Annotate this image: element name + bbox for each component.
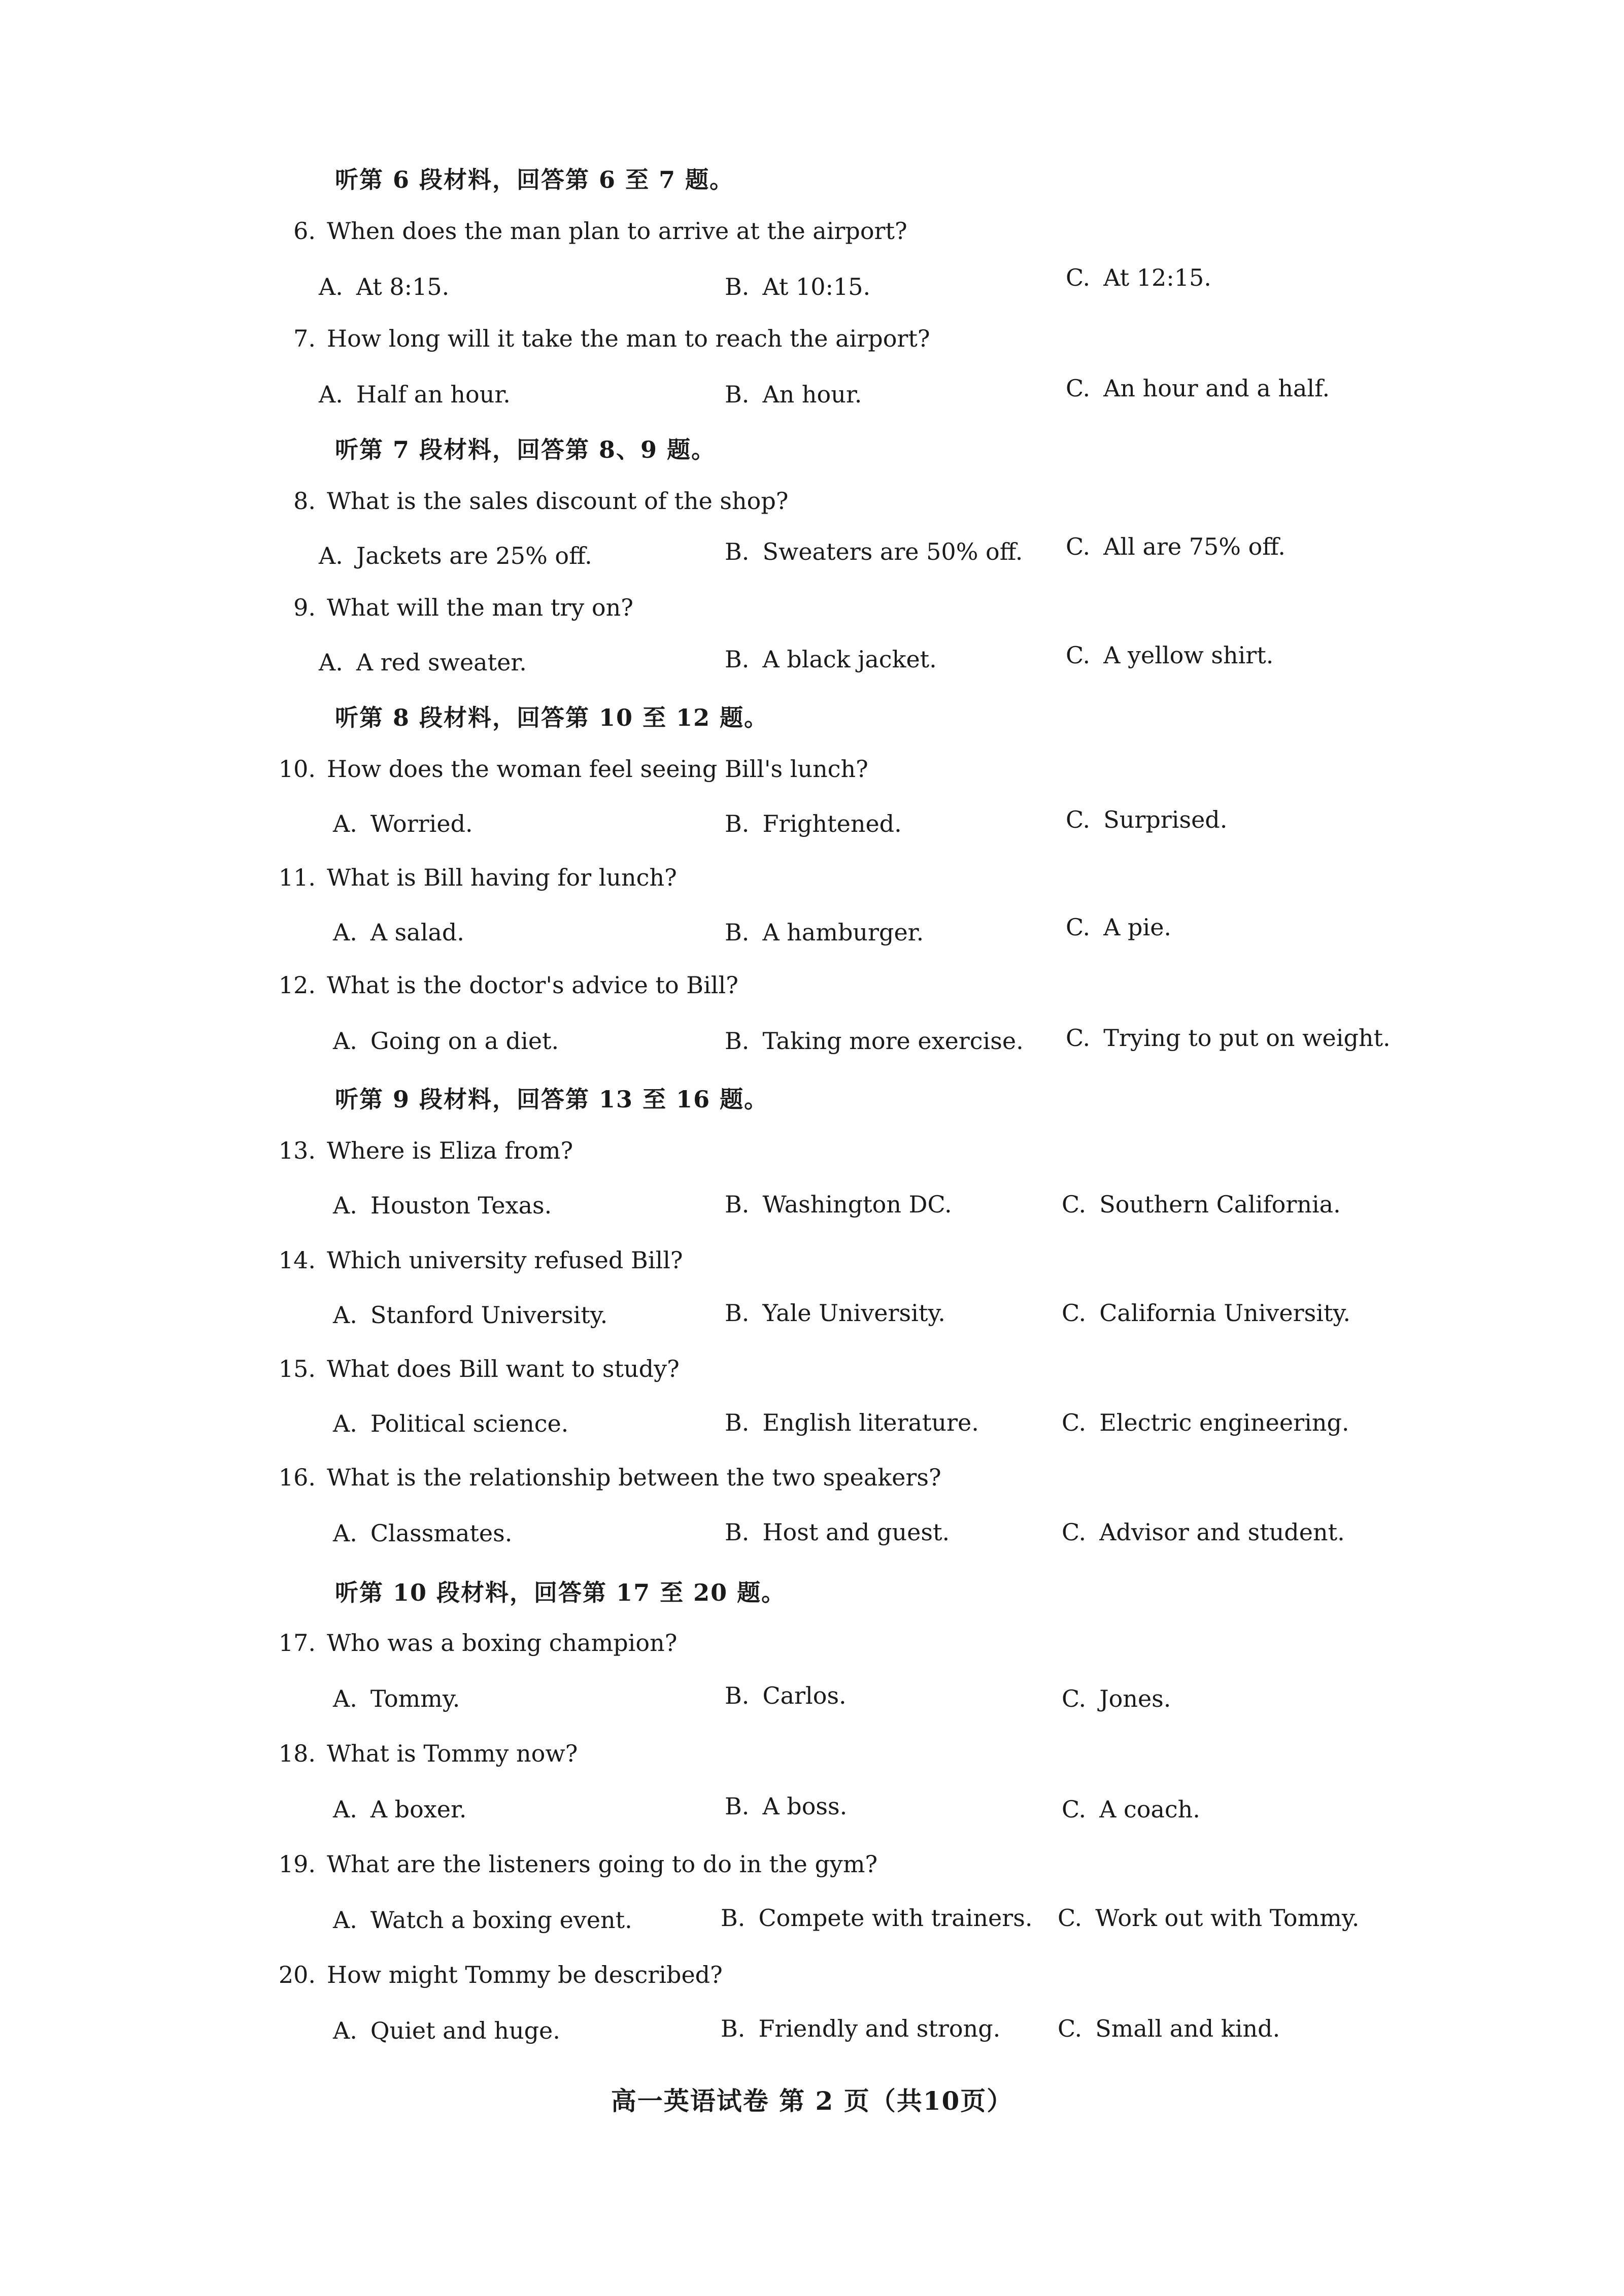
option-letter: A.: [333, 1301, 357, 1329]
option-text: An hour.: [762, 381, 862, 408]
question-text: What is Bill having for lunch?: [327, 864, 677, 891]
question-number: 16.: [278, 1464, 316, 1491]
option-text: At 10:15.: [762, 273, 871, 300]
question-text: Which university refused Bill?: [327, 1246, 683, 1274]
option-letter: A.: [333, 1685, 357, 1712]
option-letter: B.: [725, 1682, 750, 1709]
question-number: 7.: [293, 325, 316, 352]
question-number: 20.: [278, 1961, 316, 1988]
option-letter: B.: [725, 1299, 750, 1327]
option-letter: A.: [333, 1796, 357, 1823]
option-letter: C.: [1066, 264, 1091, 291]
question-13: [269, 1137, 573, 1164]
option-a: [333, 1796, 467, 1823]
question-11: [269, 864, 677, 891]
option-letter: A.: [333, 2017, 357, 2044]
option-a: [333, 1520, 512, 1547]
option-text: Surprised.: [1103, 806, 1228, 833]
option-letter: A.: [333, 1192, 357, 1219]
option-text: Tommy.: [370, 1685, 460, 1712]
option-letter: B.: [725, 919, 750, 946]
option-text: Stanford University.: [370, 1301, 608, 1329]
question-number: 10.: [278, 755, 316, 783]
option-b: [725, 1027, 1024, 1055]
option-b: [725, 646, 937, 673]
option-text: Jackets are 25% off.: [356, 542, 592, 569]
option-b: [725, 1191, 952, 1218]
option-c: [1062, 1518, 1345, 1546]
option-letter: B.: [725, 1191, 750, 1218]
section-heading: 听第 10 段材料，回答第 17 至 20 题。: [335, 1579, 786, 1606]
option-letter: A.: [319, 273, 343, 300]
question-text: When does the man plan to arrive at the airport?: [327, 217, 907, 245]
option-letter: A.: [333, 1520, 357, 1547]
option-b: [725, 1682, 847, 1709]
option-b: [725, 1409, 979, 1436]
option-b: [725, 1299, 945, 1327]
question-text: What is the sales discount of the shop?: [327, 487, 789, 515]
option-letter: C.: [1066, 1024, 1091, 1052]
option-text: Worried.: [370, 810, 473, 837]
question-text: Who was a boxing champion?: [327, 1629, 678, 1657]
question-16: [269, 1464, 941, 1491]
option-text: At 8:15.: [356, 273, 450, 300]
option-c: [1066, 264, 1211, 291]
option-a: [333, 1301, 607, 1329]
option-letter: C.: [1058, 2015, 1082, 2042]
question-number: 13.: [278, 1137, 316, 1164]
question-14: [269, 1246, 683, 1274]
question-8: [269, 487, 788, 515]
option-b: [725, 1518, 950, 1546]
option-a: [333, 2017, 560, 2044]
question-number: 9.: [293, 594, 316, 621]
option-letter: A.: [333, 1906, 357, 1934]
question-10: [269, 755, 868, 783]
option-letter: B.: [725, 273, 750, 300]
question-text: How long will it take the man to reach the airport?: [327, 325, 930, 352]
question-6: [269, 217, 907, 245]
option-letter: B.: [725, 1793, 750, 1820]
option-c: [1066, 806, 1227, 833]
option-c: [1062, 1299, 1350, 1327]
option-text: Yale University.: [762, 1299, 945, 1327]
question-number: 11.: [278, 864, 316, 891]
option-letter: C.: [1066, 533, 1091, 560]
option-text: A yellow shirt.: [1103, 641, 1274, 669]
option-b: [725, 810, 902, 837]
question-12: [269, 971, 738, 999]
option-letter: A.: [319, 649, 343, 676]
option-text: Classmates.: [370, 1520, 513, 1547]
option-letter: A.: [333, 810, 357, 837]
option-letter: C.: [1066, 375, 1091, 402]
option-c: [1066, 1024, 1391, 1052]
question-20: [269, 1961, 723, 1988]
option-letter: B.: [725, 1409, 750, 1436]
option-letter: A.: [333, 1410, 357, 1437]
option-text: Taking more exercise.: [762, 1027, 1024, 1055]
option-letter: B.: [725, 381, 750, 408]
option-letter: C.: [1066, 914, 1091, 941]
question-text: What is the doctor's advice to Bill?: [327, 971, 738, 999]
option-text: Advisor and student.: [1099, 1518, 1345, 1546]
option-b: [725, 1793, 847, 1820]
option-text: Southern California.: [1099, 1191, 1341, 1218]
option-a: [333, 1192, 552, 1219]
option-a: [333, 1410, 568, 1437]
question-number: 8.: [293, 487, 316, 515]
option-a: [333, 919, 464, 946]
option-b: [721, 2015, 1000, 2042]
option-text: Quiet and huge.: [370, 2017, 560, 2044]
option-text: California University.: [1099, 1299, 1350, 1327]
question-text: How might Tommy be described?: [327, 1961, 723, 1988]
option-text: A coach.: [1099, 1796, 1200, 1823]
option-text: All are 75% off.: [1103, 533, 1285, 560]
section-heading: 听第 9 段材料，回答第 13 至 16 题。: [335, 1086, 769, 1113]
option-b: [721, 1904, 1032, 1932]
option-c: [1058, 2015, 1280, 2042]
option-text: Houston Texas.: [370, 1192, 552, 1219]
option-letter: B.: [725, 1518, 750, 1546]
option-letter: C.: [1066, 806, 1091, 833]
option-letter: B.: [725, 538, 750, 565]
option-letter: C.: [1062, 1518, 1087, 1546]
question-number: 15.: [278, 1355, 316, 1382]
option-a: [319, 649, 527, 676]
option-text: Political science.: [370, 1410, 569, 1437]
question-number: 6.: [293, 217, 316, 245]
option-c: [1062, 1409, 1349, 1436]
option-a: [333, 1906, 632, 1934]
option-letter: A.: [333, 1027, 357, 1055]
option-letter: C.: [1062, 1685, 1087, 1712]
option-c: [1062, 1191, 1341, 1218]
option-text: A salad.: [370, 919, 464, 946]
option-text: An hour and a half.: [1103, 375, 1330, 402]
option-text: A pie.: [1103, 914, 1172, 941]
option-text: Electric engineering.: [1099, 1409, 1349, 1436]
section-heading: 听第 6 段材料，回答第 6 至 7 题。: [335, 166, 734, 193]
question-number: 19.: [278, 1850, 316, 1878]
question-text: What does Bill want to study?: [327, 1355, 680, 1382]
option-letter: A.: [319, 381, 343, 408]
question-number: 17.: [278, 1629, 316, 1657]
option-b: [725, 381, 862, 408]
option-letter: C.: [1058, 1904, 1082, 1932]
option-text: Washington DC.: [762, 1191, 952, 1218]
option-letter: B.: [725, 1027, 750, 1055]
option-letter: B.: [721, 1904, 746, 1932]
option-b: [725, 919, 924, 946]
question-7: [269, 325, 930, 352]
question-text: How does the woman feel seeing Bill's lunch?: [327, 755, 868, 783]
question-text: What will the man try on?: [327, 594, 633, 621]
option-letter: C.: [1062, 1191, 1087, 1218]
question-text: What is Tommy now?: [327, 1740, 578, 1767]
option-text: Sweaters are 50% off.: [762, 538, 1023, 565]
question-text: What are the listeners going to do in the gym?: [327, 1850, 878, 1878]
option-text: Friendly and strong.: [758, 2015, 1001, 2042]
option-a: [319, 542, 592, 569]
option-text: Work out with Tommy.: [1095, 1904, 1360, 1932]
option-letter: C.: [1066, 641, 1091, 669]
section-heading: 听第 7 段材料，回答第 8、9 题。: [335, 436, 716, 463]
option-letter: B.: [721, 2015, 746, 2042]
option-text: Jones.: [1099, 1685, 1171, 1712]
section-heading: 听第 8 段材料，回答第 10 至 12 题。: [335, 704, 769, 731]
option-a: [319, 381, 511, 408]
question-15: [269, 1355, 680, 1382]
option-letter: C.: [1062, 1409, 1087, 1436]
page-footer: 高一英语试卷 第 2 页（共10页）: [611, 2086, 1013, 2116]
option-c: [1062, 1685, 1171, 1712]
option-letter: C.: [1062, 1299, 1087, 1327]
option-c: [1058, 1904, 1359, 1932]
option-b: [725, 538, 1023, 565]
option-a: [333, 1685, 460, 1712]
question-19: [269, 1850, 877, 1878]
option-text: Compete with trainers.: [758, 1904, 1033, 1932]
option-c: [1066, 641, 1273, 669]
option-text: A red sweater.: [356, 649, 527, 676]
question-text: What is the relationship between the two speakers?: [327, 1464, 941, 1491]
option-b: [725, 273, 870, 300]
option-text: Small and kind.: [1095, 2015, 1280, 2042]
option-letter: A.: [319, 542, 343, 569]
option-text: A boxer.: [370, 1796, 467, 1823]
option-c: [1066, 375, 1330, 402]
option-text: A black jacket.: [762, 646, 937, 673]
option-letter: B.: [725, 646, 750, 673]
option-c: [1066, 533, 1285, 560]
option-c: [1066, 914, 1171, 941]
question-17: [269, 1629, 677, 1657]
option-text: A hamburger.: [762, 919, 924, 946]
option-a: [333, 810, 473, 837]
option-text: A boss.: [762, 1793, 848, 1820]
option-letter: C.: [1062, 1796, 1087, 1823]
option-text: English literature.: [762, 1409, 979, 1436]
question-number: 14.: [278, 1246, 316, 1274]
option-text: Carlos.: [762, 1682, 847, 1709]
option-text: At 12:15.: [1103, 264, 1211, 291]
option-text: Frightened.: [762, 810, 902, 837]
question-text: Where is Eliza from?: [327, 1137, 573, 1164]
option-c: [1062, 1796, 1200, 1823]
option-text: Half an hour.: [356, 381, 511, 408]
option-a: [319, 273, 449, 300]
question-number: 18.: [278, 1740, 316, 1767]
option-text: Watch a boxing event.: [370, 1906, 632, 1934]
question-9: [269, 594, 633, 621]
option-text: Host and guest.: [762, 1518, 950, 1546]
option-letter: A.: [333, 919, 357, 946]
option-a: [333, 1027, 559, 1055]
question-18: [269, 1740, 578, 1767]
option-text: Going on a diet.: [370, 1027, 559, 1055]
option-letter: B.: [725, 810, 750, 837]
question-number: 12.: [278, 971, 316, 999]
option-text: Trying to put on weight.: [1103, 1024, 1391, 1052]
